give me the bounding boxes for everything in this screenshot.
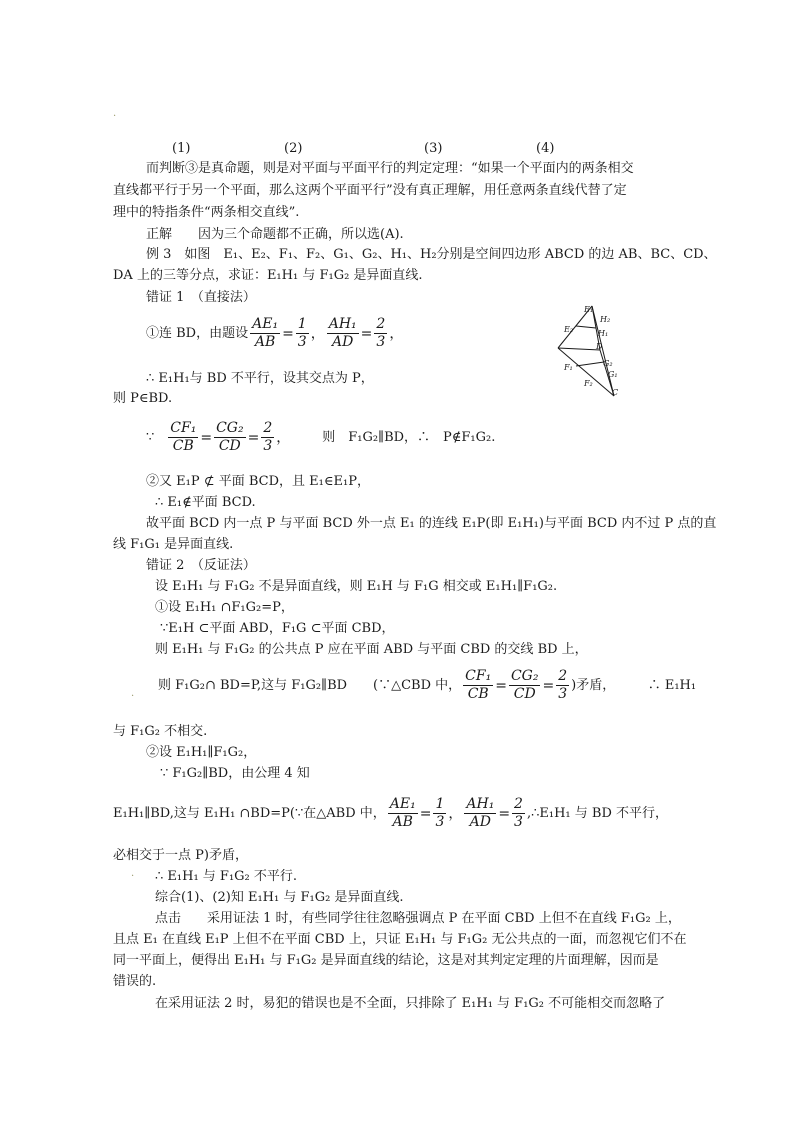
proof-line: ②又 E₁P ⊄ 平面 BCD，且 E₁∈E₁P， xyxy=(146,474,370,489)
fraction-one-third xyxy=(433,796,446,831)
wrong-proof-2-heading: 错证 2 （反证法） xyxy=(146,558,256,573)
fraction-two-thirds xyxy=(556,668,569,703)
paragraph-line: 理中的特指条件“两条相交直线”. xyxy=(113,205,300,220)
stray-dot: . xyxy=(131,688,135,699)
proof-line: ①设 E₁H₁ ∩F₁G₂=P， xyxy=(155,600,294,615)
fraction-ah1-ad xyxy=(464,796,496,831)
fraction-cg2-cd xyxy=(214,420,246,455)
denominator: AB xyxy=(254,334,276,350)
proof-step-cf-line: ∵ $\frac{\text{CF₁}}{CB}$ = $\frac{\text{CG₂}}{CD}$ = $\frac{2}{3}$ ， 则 F₁G₂∥BD，∴ P∉F₁G₂. xyxy=(146,420,496,454)
denominator: 3 xyxy=(514,814,523,830)
denominator: 3 xyxy=(435,814,445,830)
proof-parallel-end: ,∴E₁H₁ 与 BD 不平行， xyxy=(526,805,668,821)
proof-contradiction-line: 则 F₁G₂∩ BD=P,这与 F₁G₂∥BD (∵△CBD 中， $\frac{\text{CF₁}}{CB}$ = $\frac{\text{CG₂}}{CD}$ = $\frac{2}{3}$ )矛盾， ∴ E₁H₁ xyxy=(158,668,697,702)
numerator: 1 xyxy=(297,316,307,332)
proof-step-1-line: ①连 BD，由题设 $\frac{\text{AE₁}}{AB}$ = $\frac{1}{3}$ ， $\frac{\text{AH₁}}{AD}$ = $\frac{2}{3}$ ， xyxy=(146,316,404,350)
proof-line: 必相交于一点 P)矛盾， xyxy=(113,848,248,863)
proof-line: 综合(1)、(2)知 E₁H₁ 与 F₁G₂ 是异面直线. xyxy=(155,890,404,905)
numerator: 1 xyxy=(435,796,445,812)
proof-line: ∵ F₁G₂∥BD，由公理 4 知 xyxy=(160,766,310,781)
label-g1: G₁ xyxy=(608,370,618,379)
fraction-two-thirds xyxy=(261,420,274,455)
figure-label-4: (4) xyxy=(536,141,555,156)
comment-line: 在采用证法 2 时，易犯的错误也是不全面，只排除了 E₁H₁ 与 F₁G₂ 不可能相交而忽略了 xyxy=(155,996,666,1011)
numerator: CF₁ xyxy=(170,420,197,436)
stray-dot: . xyxy=(131,868,135,879)
proof-line: 与 F₁G₂ 不相交. xyxy=(113,724,208,739)
denominator: 3 xyxy=(376,334,386,350)
comment-line: 同一平面上，便得出 E₁H₁ 与 F₁G₂ 是异面直线的结论，这是对其判定定理的片面理解，因而是 xyxy=(113,953,659,968)
figure-label-1: (1) xyxy=(172,141,191,156)
proof-line: ∴ E₁∉平面 BCD. xyxy=(155,495,256,510)
denominator: AB xyxy=(392,814,413,830)
numerator: CF₁ xyxy=(465,668,492,684)
comment-line: 错误的. xyxy=(113,974,157,989)
denominator: AD xyxy=(332,334,354,350)
label-e1: E₁ xyxy=(584,305,594,314)
label-f2: F₂ xyxy=(584,379,593,388)
numerator: AH₁ xyxy=(328,316,357,332)
proof-conclusion: 则 F₁G₂∥BD，∴ P∉F₁G₂. xyxy=(322,429,496,445)
proof-line: ∴ E₁H₁与 BD 不平行，设其交点为 P， xyxy=(146,371,374,386)
denominator: CD xyxy=(218,438,241,454)
paragraph-line: 直线都平行于另一个平面，那么这两个平面平行”没有真正理解，用任意两条直线代替了定 xyxy=(113,183,627,198)
comment-line: 且点 E₁ 在直线 E₁P 上但不在平面 CBD 上，只证 E₁H₁ 与 F₁G₂ 无公共点的一面，而忽视它们不在 xyxy=(113,932,687,947)
proof-parallel-text: E₁H₁∥BD,这与 E₁H₁ ∩BD=P(∵在△ABD 中， xyxy=(113,805,386,821)
label-c: C xyxy=(612,388,619,397)
proof-parallel-line: E₁H₁∥BD,这与 E₁H₁ ∩BD=P(∵在△ABD 中， $\frac{\text{AE₁}}{AB}$ = $\frac{1}{3}$ ， $\frac{\text{AH₁}}{AD}$ = $\frac{2}{3}$ ,∴E₁H₁ 与 BD 不平行， xyxy=(113,796,668,830)
stray-dot: . xyxy=(113,108,117,119)
proof-line: 则 E₁H₁ 与 F₁G₂ 的公共点 P 应在平面 ABD 与平面 CBD 的交线 BD 上， xyxy=(155,642,588,657)
numerator: AE₁ xyxy=(389,796,416,812)
fraction-ah1-ad xyxy=(327,316,359,351)
proof-contradiction-text: 则 F₁G₂∩ BD=P,这与 F₁G₂∥BD (∵△CBD 中， xyxy=(158,677,462,693)
quadrilateral-figure xyxy=(548,298,688,403)
denominator: 3 xyxy=(263,438,273,454)
numerator: 2 xyxy=(376,316,386,332)
fraction-two-thirds xyxy=(374,316,387,351)
fraction-two-thirds xyxy=(512,796,525,831)
example-3-heading: 例 3 如图 E₁、E₂、F₁、F₂、G₁、G₂、H₁、H₂分别是空间四边形 ABCD 的边 AB、BC、CD、 xyxy=(146,247,717,262)
correct-answer-line: 正解 因为三个命题都不正确，所以选(A). xyxy=(146,227,404,242)
denominator: AD xyxy=(469,814,492,830)
proof-step-1-text: ①连 BD，由题设 xyxy=(146,325,249,341)
numerator: CG₂ xyxy=(510,668,539,684)
fraction-ae1-ab xyxy=(388,796,418,831)
label-h2: H₂ xyxy=(600,315,611,324)
numerator: 2 xyxy=(263,420,273,436)
denominator: 3 xyxy=(558,686,568,702)
comment-line: 点击 采用证法 1 时，有些同学往往忽略强调点 P 在平面 CBD 上但不在直线 F₁G₂ 上， xyxy=(155,911,681,926)
label-g2: G₂ xyxy=(603,359,613,368)
wrong-proof-1-heading: 错证 1 （直接法） xyxy=(146,290,256,305)
fraction-ae1-ab xyxy=(250,316,280,351)
paragraph-line: 线 F₁G₁ 是异面直线. xyxy=(113,537,234,552)
edge-bc xyxy=(558,348,614,396)
proof-line: ∵E₁H ⊂平面 ABD，F₁G ⊂平面 CBD， xyxy=(160,621,395,636)
numerator: 2 xyxy=(514,796,523,812)
proof-line: ②设 E₁H₁∥F₁G₂， xyxy=(146,745,257,760)
segment-f-g xyxy=(576,362,604,366)
figure-label-2: (2) xyxy=(284,141,303,156)
label-f1: F₁ xyxy=(564,363,573,372)
proof-contradiction-end: )矛盾， ∴ E₁H₁ xyxy=(571,677,697,693)
numerator: CG₂ xyxy=(216,420,244,436)
edge-bd xyxy=(558,348,600,350)
proof-line: ∴ E₁H₁ 与 F₁G₂ 不平行. xyxy=(155,869,298,884)
fraction-one-third xyxy=(296,316,309,351)
fraction-cg2-cd xyxy=(509,668,541,703)
segment-e-h xyxy=(576,326,596,328)
paragraph-line: 故平面 BCD 内一点 P 与平面 BCD 外一点 E₁ 的连线 E₁P(即 E₁H₁)与平面 BCD 内不过 P 点的直 xyxy=(146,516,717,531)
proof-line: 设 E₁H₁ 与 F₁G₂ 不是异面直线，则 E₁H 与 F₁G 相交或 E₁H₁∥F₁G₂. xyxy=(155,579,558,594)
numerator: 2 xyxy=(558,668,568,684)
label-h1: H₁ xyxy=(598,329,609,338)
label-d: D xyxy=(596,342,603,351)
numerator: AE₁ xyxy=(252,316,279,332)
denominator: CD xyxy=(513,686,536,702)
denominator: CB xyxy=(172,438,194,454)
figure-label-3: (3) xyxy=(424,141,443,156)
fraction-cf1-cb xyxy=(168,420,198,455)
numerator: AH₁ xyxy=(466,796,495,812)
denominator: CB xyxy=(467,686,489,702)
paragraph-line: 而判断③是真命题，则是对平面与平面平行的判定定理：“如果一个平面内的两条相交 xyxy=(146,161,634,176)
fraction-cf1-cb xyxy=(463,668,493,703)
because-symbol: ∵ xyxy=(146,429,155,445)
label-e2: E₂ xyxy=(564,325,574,334)
proof-line: 则 P∈BD. xyxy=(113,391,173,406)
example-3-statement: DA 上的三等分点，求证：E₁H₁ 与 F₁G₂ 是异面直线. xyxy=(113,268,423,283)
denominator: 3 xyxy=(297,334,307,350)
